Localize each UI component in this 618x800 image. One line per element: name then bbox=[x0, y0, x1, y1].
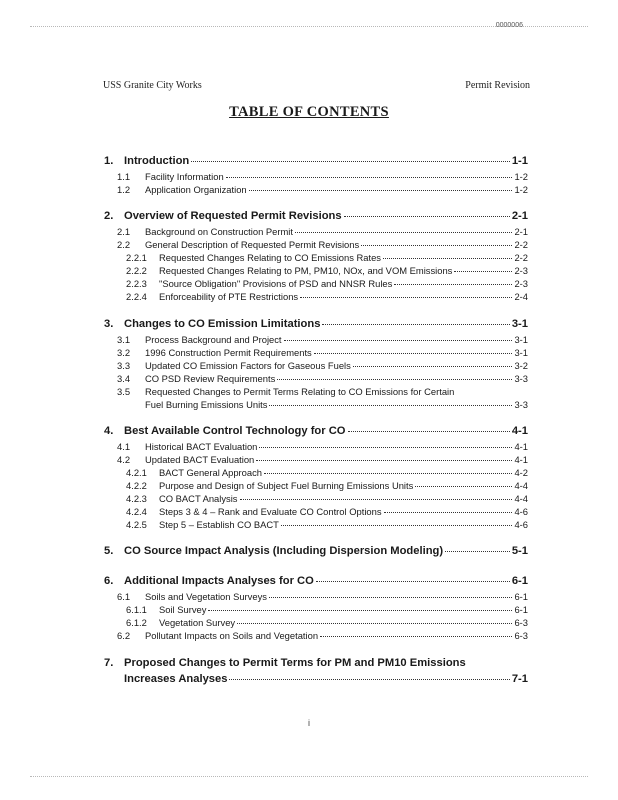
toc-title: Requested Changes Relating to CO Emissions Rates bbox=[159, 252, 381, 263]
toc-number: 6.1 bbox=[117, 591, 131, 602]
toc-page: 1-1 bbox=[511, 155, 528, 167]
leader-dots bbox=[208, 610, 512, 611]
leader-dots bbox=[277, 379, 512, 380]
toc-title: Process Background and Project bbox=[145, 334, 282, 345]
toc-page: 2-1 bbox=[514, 226, 528, 237]
toc-title: Historical BACT Evaluation bbox=[145, 441, 258, 452]
toc-page: 3-1 bbox=[511, 318, 528, 330]
leader-dots bbox=[284, 340, 513, 341]
leader-dots bbox=[226, 177, 513, 178]
toc-number: 6. bbox=[104, 575, 114, 587]
toc-page: 4-1 bbox=[511, 425, 528, 437]
toc-title: Pollutant Impacts on Soils and Vegetation bbox=[145, 630, 319, 641]
leader-dots bbox=[445, 551, 510, 552]
toc-number: 3. bbox=[104, 318, 114, 330]
toc-page: 6-1 bbox=[514, 604, 528, 615]
toc-number: 1.1 bbox=[117, 171, 131, 182]
toc-number: 3.2 bbox=[117, 347, 131, 358]
toc-page: 3-1 bbox=[514, 334, 528, 345]
toc-entry-6[interactable] bbox=[0, 575, 618, 587]
toc-entry-3-1[interactable] bbox=[0, 334, 618, 345]
toc-number: 2. bbox=[104, 210, 114, 222]
toc-title: Additional Impacts Analyses for CO bbox=[124, 575, 314, 587]
toc-number: 5. bbox=[104, 545, 114, 557]
toc-title: Proposed Changes to Permit Terms for PM and PM10 Emissions bbox=[124, 657, 466, 669]
toc-entry-4-1[interactable] bbox=[0, 441, 618, 452]
leader-dots bbox=[320, 636, 512, 637]
leader-dots bbox=[314, 353, 513, 354]
toc-entry-3-3[interactable] bbox=[0, 360, 618, 371]
toc-entry-4-2-1[interactable] bbox=[0, 467, 618, 478]
leader-dots bbox=[383, 258, 512, 259]
toc-entry-5[interactable] bbox=[0, 545, 618, 557]
toc-entry-1[interactable] bbox=[0, 155, 618, 167]
toc-page: 7-1 bbox=[511, 673, 528, 685]
page-title: TABLE OF CONTENTS bbox=[229, 104, 389, 120]
toc-number: 7. bbox=[104, 657, 114, 669]
toc-page: 2-2 bbox=[514, 252, 528, 263]
toc-title: Changes to CO Emission Limitations bbox=[124, 318, 321, 330]
toc-entry-4-2-2[interactable] bbox=[0, 480, 618, 491]
toc-entry-3-5[interactable] bbox=[0, 386, 618, 397]
toc-page: 6-1 bbox=[511, 575, 528, 587]
toc-page: 6-3 bbox=[514, 617, 528, 628]
toc-number: 6.1.1 bbox=[126, 604, 147, 615]
toc-title: Facility Information bbox=[145, 171, 224, 182]
toc-number: 4.1 bbox=[117, 441, 131, 452]
toc-title: General Description of Requested Permit Revisions bbox=[145, 239, 360, 250]
page-number: i bbox=[308, 718, 310, 728]
header-left: USS Granite City Works bbox=[103, 80, 202, 91]
leader-dots bbox=[316, 581, 510, 582]
toc-title: Soils and Vegetation Surveys bbox=[145, 591, 267, 602]
toc-page: 4-1 bbox=[514, 454, 528, 465]
leader-dots bbox=[259, 447, 512, 448]
toc-page: 1-2 bbox=[514, 171, 528, 182]
toc-page: 4-6 bbox=[514, 506, 528, 517]
toc-page: 3-3 bbox=[514, 399, 528, 410]
toc-entry-3[interactable] bbox=[0, 318, 618, 330]
toc-entry-4-2-5[interactable] bbox=[0, 519, 618, 530]
toc-page: 4-4 bbox=[514, 480, 528, 491]
toc-title: Requested Changes Relating to PM, PM10, NOx, and VOM Emissions bbox=[159, 265, 453, 276]
toc-title: Requested Changes to Permit Terms Relating to CO Emissions for Certain bbox=[145, 386, 455, 397]
toc-title: Overview of Requested Permit Revisions bbox=[124, 210, 342, 222]
toc-number: 2.2.3 bbox=[126, 278, 147, 289]
leader-dots bbox=[348, 431, 510, 432]
leader-dots bbox=[415, 486, 512, 487]
toc-number: 2.1 bbox=[117, 226, 131, 237]
toc-title: Updated CO Emission Factors for Gaseous Fuels bbox=[145, 360, 351, 371]
toc-number: 2.2.2 bbox=[126, 265, 147, 276]
toc-title: Background on Construction Permit bbox=[145, 226, 293, 237]
leader-dots bbox=[229, 679, 509, 680]
toc-entry-4-2-3[interactable] bbox=[0, 493, 618, 504]
toc-number: 2.2.1 bbox=[126, 252, 147, 263]
toc-entry-6-1-1[interactable] bbox=[0, 604, 618, 615]
toc-page: 2-3 bbox=[514, 265, 528, 276]
toc-entry-2-2-2[interactable] bbox=[0, 265, 618, 276]
toc-number: 3.5 bbox=[117, 386, 131, 397]
toc-number: 6.2 bbox=[117, 630, 131, 641]
toc-page: 4-2 bbox=[514, 467, 528, 478]
toc-title: Steps 3 & 4 – Rank and Evaluate CO Control Options bbox=[159, 506, 382, 517]
toc-page: 2-4 bbox=[514, 291, 528, 302]
toc-entry-4-2[interactable] bbox=[0, 454, 618, 465]
leader-dots bbox=[361, 245, 512, 246]
toc-entry-4[interactable] bbox=[0, 425, 618, 437]
toc-number: 4.2.5 bbox=[126, 519, 147, 530]
toc-page: 4-4 bbox=[514, 493, 528, 504]
toc-title: CO BACT Analysis bbox=[159, 493, 238, 504]
toc-entry-2-2[interactable] bbox=[0, 239, 618, 250]
toc-title: Purpose and Design of Subject Fuel Burning Emissions Units bbox=[159, 480, 414, 491]
toc-title: Application Organization bbox=[145, 184, 247, 195]
leader-dots bbox=[394, 284, 512, 285]
toc-number: 4.2 bbox=[117, 454, 131, 465]
toc-page: 2-3 bbox=[514, 278, 528, 289]
toc-entry-3-4[interactable] bbox=[0, 373, 618, 384]
toc-page: 3-2 bbox=[514, 360, 528, 371]
leader-dots bbox=[384, 512, 513, 513]
toc-page: 4-1 bbox=[514, 441, 528, 452]
header-right: Permit Revision bbox=[465, 80, 530, 91]
toc-title: BACT General Approach bbox=[159, 467, 263, 478]
toc-title-continuation: Fuel Burning Emissions Units bbox=[145, 399, 268, 410]
toc-number: 3.1 bbox=[117, 334, 131, 345]
toc-page: 3-1 bbox=[514, 347, 528, 358]
toc-entry-6-1-2[interactable] bbox=[0, 617, 618, 628]
toc-entry-6-1[interactable] bbox=[0, 591, 618, 602]
toc-number: 3.3 bbox=[117, 360, 131, 371]
toc-number: 4.2.2 bbox=[126, 480, 147, 491]
toc-entry-3-2[interactable] bbox=[0, 347, 618, 358]
toc-number: 4.2.4 bbox=[126, 506, 147, 517]
toc-entry-6-2[interactable] bbox=[0, 630, 618, 641]
leader-dots bbox=[344, 216, 510, 217]
leader-dots bbox=[269, 405, 512, 406]
toc-entry-7-continuation[interactable] bbox=[0, 673, 618, 685]
leader-dots bbox=[353, 366, 513, 367]
toc-title: Soil Survey bbox=[159, 604, 207, 615]
toc-entry-3-5-continuation[interactable] bbox=[0, 399, 618, 410]
toc-entry-2-1[interactable] bbox=[0, 226, 618, 237]
toc-number: 4.2.3 bbox=[126, 493, 147, 504]
toc-title: CO Source Impact Analysis (Including Dispersion Modeling) bbox=[124, 545, 444, 557]
toc-number: 4. bbox=[104, 425, 114, 437]
toc-number: 6.1.2 bbox=[126, 617, 147, 628]
toc-page: 5-1 bbox=[511, 545, 528, 557]
bates-stamp: 0000006 bbox=[495, 22, 523, 29]
toc-page: 4-6 bbox=[514, 519, 528, 530]
toc-page: 2-2 bbox=[514, 239, 528, 250]
toc-title: Vegetation Survey bbox=[159, 617, 236, 628]
toc-entry-7[interactable] bbox=[0, 657, 618, 669]
toc-page: 2-1 bbox=[511, 210, 528, 222]
toc-entry-1-1[interactable] bbox=[0, 171, 618, 182]
toc-title: "Source Obligation" Provisions of PSD and NNSR Rules bbox=[159, 278, 393, 289]
toc-title: Best Available Control Technology for CO bbox=[124, 425, 346, 437]
toc-page: 6-1 bbox=[514, 591, 528, 602]
leader-dots bbox=[281, 525, 513, 526]
leader-dots bbox=[240, 499, 513, 500]
toc-title: Updated BACT Evaluation bbox=[145, 454, 255, 465]
toc-title: Introduction bbox=[124, 155, 190, 167]
toc-title: CO PSD Review Requirements bbox=[145, 373, 276, 384]
leader-dots bbox=[269, 597, 512, 598]
toc-number: 1.2 bbox=[117, 184, 131, 195]
toc-entry-2[interactable] bbox=[0, 210, 618, 222]
toc-entry-4-2-4[interactable] bbox=[0, 506, 618, 517]
leader-dots bbox=[249, 190, 513, 191]
toc-entry-1-2[interactable] bbox=[0, 184, 618, 195]
leader-dots bbox=[237, 623, 512, 624]
toc-entry-2-2-4[interactable] bbox=[0, 291, 618, 302]
toc-number: 4.2.1 bbox=[126, 467, 147, 478]
toc-page: 6-3 bbox=[514, 630, 528, 641]
toc-title-continuation: Increases Analyses bbox=[124, 673, 228, 685]
toc-number: 2.2 bbox=[117, 239, 131, 250]
toc-title: Step 5 – Establish CO BACT bbox=[159, 519, 279, 530]
leader-dots bbox=[191, 161, 510, 162]
leader-dots bbox=[454, 271, 512, 272]
toc-page: 3-3 bbox=[514, 373, 528, 384]
toc-number: 1. bbox=[104, 155, 114, 167]
leader-dots bbox=[322, 324, 509, 325]
leader-dots bbox=[256, 460, 512, 461]
toc-entry-2-2-1[interactable] bbox=[0, 252, 618, 263]
toc-number: 3.4 bbox=[117, 373, 131, 384]
leader-dots bbox=[300, 297, 512, 298]
toc-title: Enforceability of PTE Restrictions bbox=[159, 291, 299, 302]
bottom-scan-artifact bbox=[30, 776, 588, 783]
leader-dots bbox=[264, 473, 512, 474]
toc-title: 1996 Construction Permit Requirements bbox=[145, 347, 312, 358]
leader-dots bbox=[295, 232, 512, 233]
toc-number: 2.2.4 bbox=[126, 291, 147, 302]
toc-entry-2-2-3[interactable] bbox=[0, 278, 618, 289]
toc-page: 1-2 bbox=[514, 184, 528, 195]
